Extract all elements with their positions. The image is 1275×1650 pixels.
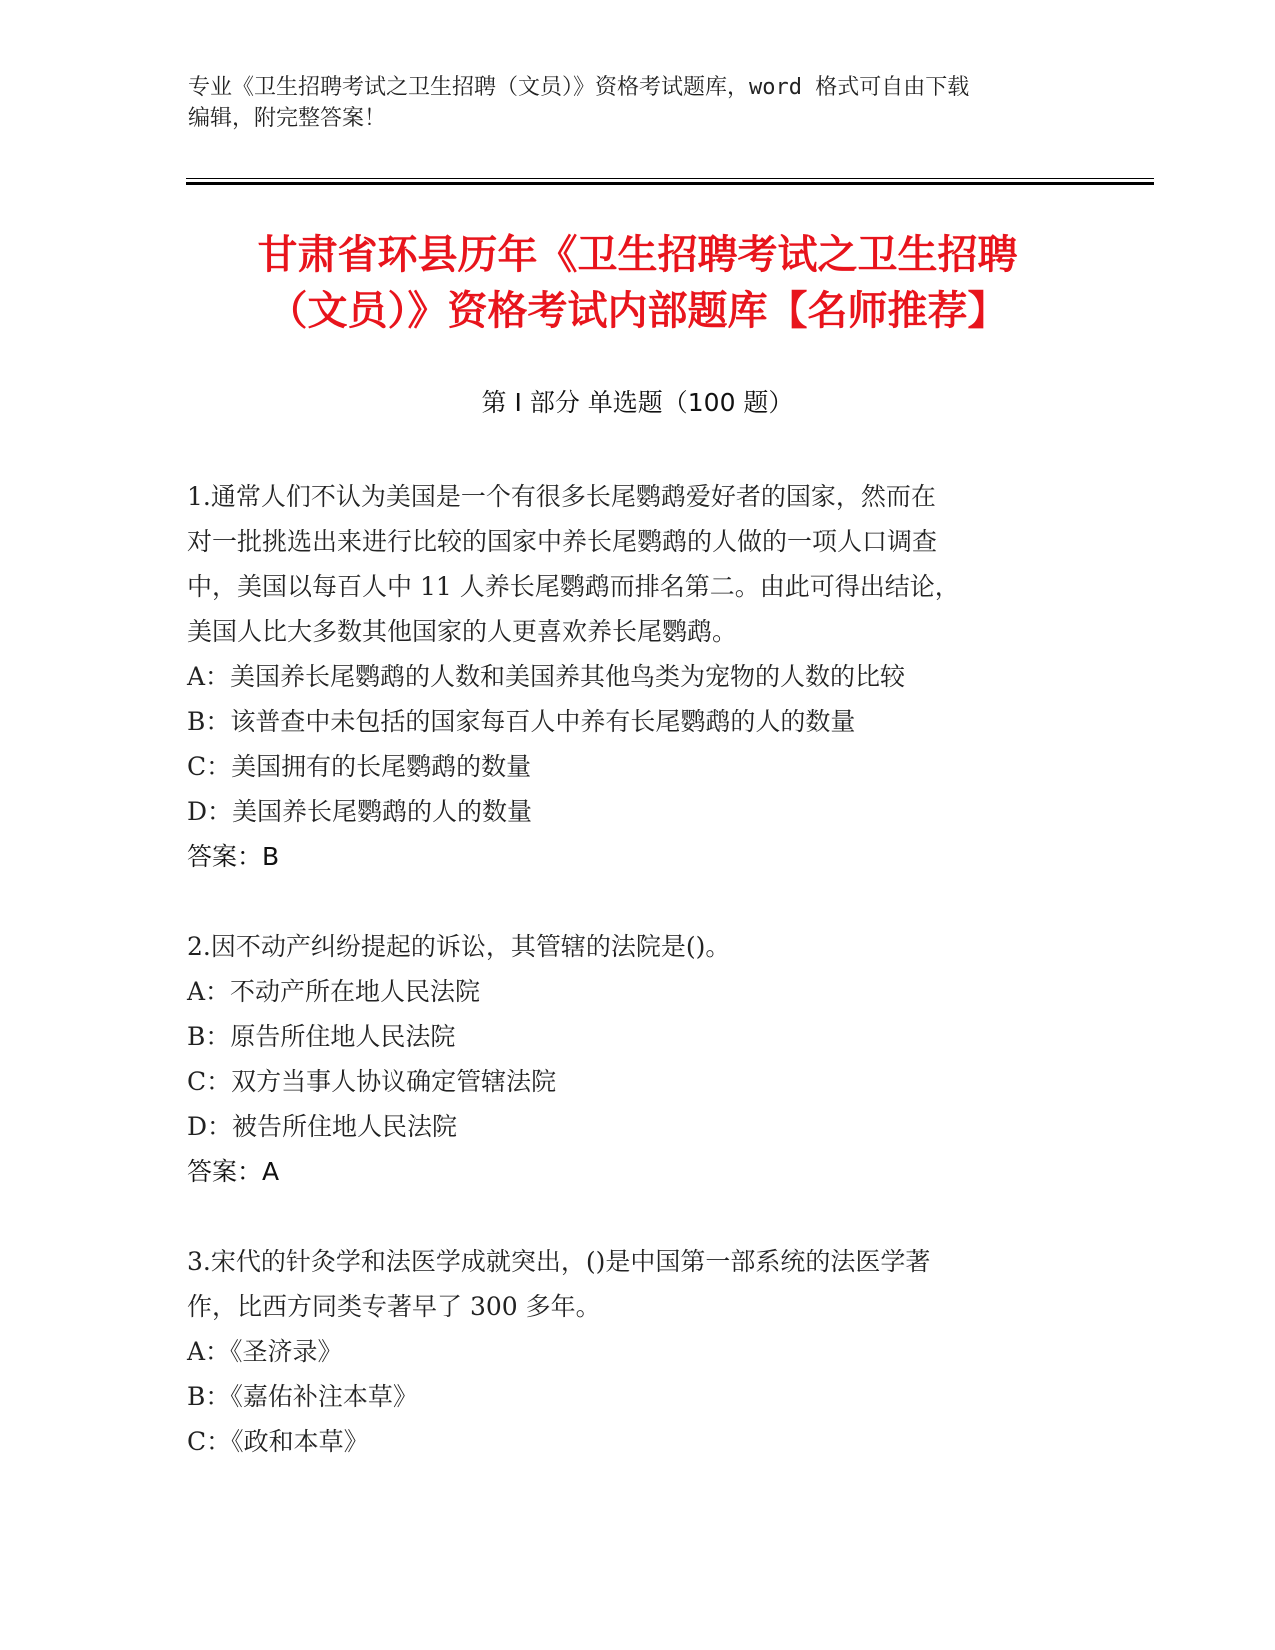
option-b: B：原告所住地人民法院 — [187, 1022, 456, 1051]
question-3 — [187, 1239, 1067, 1464]
header-note-line: 专业《卫生招聘考试之卫生招聘（文员）》资格考试题库，word 格式可自由下载 — [188, 75, 970, 100]
option-a: A：《圣济录》 — [187, 1337, 343, 1366]
question-text: 中，美国以每百人中 11 人养长尾鹦鹉而排名第二。由此可得出结论， — [187, 572, 960, 601]
option-d: D：美国养长尾鹦鹉的人的数量 — [187, 797, 533, 826]
option-c: C：《政和本草》 — [187, 1427, 369, 1456]
option-b: B：该普查中未包括的国家每百人中养有长尾鹦鹉的人的数量 — [187, 707, 856, 736]
question-text: 2.因不动产纠纷提起的诉讼，其管辖的法院是()。 — [187, 932, 731, 961]
question-list — [187, 474, 1067, 1509]
question-text: 美国人比大多数其他国家的人更喜欢养长尾鹦鹉。 — [187, 617, 738, 646]
answer-text: 答案：A — [187, 1157, 280, 1186]
document-title-line: （文员）》资格考试内部题库【名师推荐】 — [267, 288, 1008, 334]
question-1 — [187, 474, 1067, 879]
header-note — [188, 72, 1068, 134]
header-divider-thick — [186, 182, 1154, 185]
option-b: B：《嘉佑补注本草》 — [187, 1382, 418, 1411]
document-title — [150, 227, 1125, 339]
question-text: 1.通常人们不认为美国是一个有很多长尾鹦鹉爱好者的国家，然而在 — [187, 482, 936, 511]
document-title-line: 甘肃省环县历年《卫生招聘考试之卫生招聘 — [257, 232, 1018, 278]
answer-text: 答案：B — [187, 842, 280, 871]
section-title: 第 I 部分 单选题（100 题） — [481, 388, 794, 417]
option-a: A：美国养长尾鹦鹉的人数和美国养其他鸟类为宠物的人数的比较 — [187, 662, 906, 691]
option-a: A：不动产所在地人民法院 — [187, 977, 481, 1006]
question-text: 作，比西方同类专著早了 300 多年。 — [187, 1292, 601, 1321]
question-2 — [187, 924, 1067, 1194]
header-divider-thin — [186, 178, 1154, 179]
option-c: C：美国拥有的长尾鹦鹉的数量 — [187, 752, 532, 781]
question-text: 3.宋代的针灸学和法医学成就突出，()是中国第一部系统的法医学著 — [187, 1247, 931, 1276]
option-c: C：双方当事人协议确定管辖法院 — [187, 1067, 557, 1096]
question-text: 对一批挑选出来进行比较的国家中养长尾鹦鹉的人做的一项人口调查 — [187, 527, 938, 556]
option-d: D：被告所住地人民法院 — [187, 1112, 458, 1141]
header-note-line: 编辑，附完整答案！ — [188, 106, 387, 131]
